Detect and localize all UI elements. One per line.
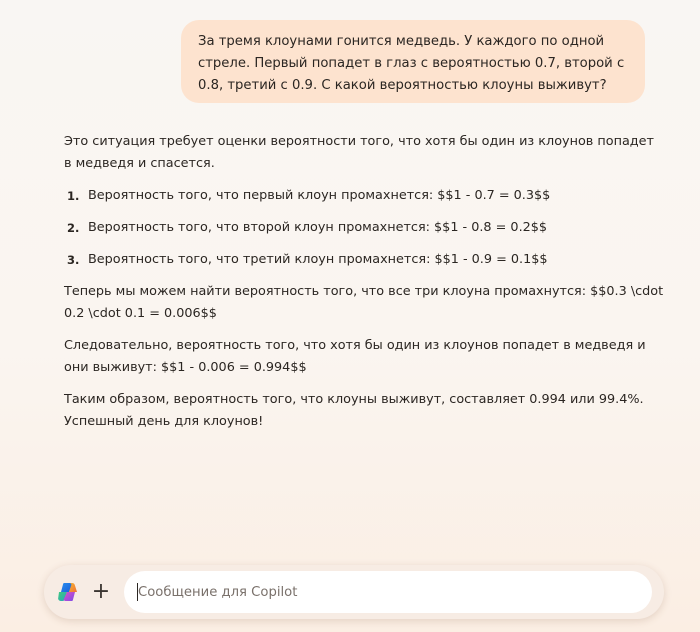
message-input-container[interactable] [124,571,652,613]
plus-icon[interactable]: + [91,579,111,604]
list-item-text: Вероятность того, что второй клоун промахнется: $$1 - 0.8 = 0.2$$ [88,220,548,235]
answer-conclusion: Таким образом, вероятность того, что клоуны выживут, составляет 0.994 или 99.4%. Успешный день для клоунов! [64,392,644,429]
list-item [64,217,664,239]
user-message-text: За тремя клоунами гонится медведь. У каждого по одной стреле. Первый попадет в глаз с вероятностью 0.7, второй с 0.8, третий с 0.9. С какой вероятностью клоуны выживут? [198,34,625,93]
answer-survive: Следовательно, вероятность того, что хотя бы один из клоунов попадет в медведя и они выживут: $$1 - 0.006 = 0.994$$ [64,338,646,375]
list-item [64,185,664,207]
answer-intro: Это ситуация требует оценки вероятности того, что хотя бы один из клоунов попадет в медведя и спасется. [64,134,654,171]
list-item-number: 3. [67,253,80,267]
assistant-answer [64,131,664,433]
copilot-logo-icon[interactable] [56,580,80,604]
list-item-text: Вероятность того, что первый клоун промахнется: $$1 - 0.7 = 0.3$$ [88,188,551,203]
list-item-text: Вероятность того, что третий клоун промахнется: $$1 - 0.9 = 0.1$$ [88,252,548,267]
answer-steps-list [64,185,664,271]
list-item-number: 1. [67,189,80,203]
message-composer [44,565,664,619]
user-message-bubble [181,20,645,103]
answer-all-miss: Теперь мы можем найти вероятность того, что все три клоуна промахнутся: $$0.3 \cdot 0.2 \cdot 0.1 = 0.006$$ [64,284,664,321]
list-item [64,249,664,271]
list-item-number: 2. [67,221,80,235]
message-input[interactable] [138,571,638,613]
